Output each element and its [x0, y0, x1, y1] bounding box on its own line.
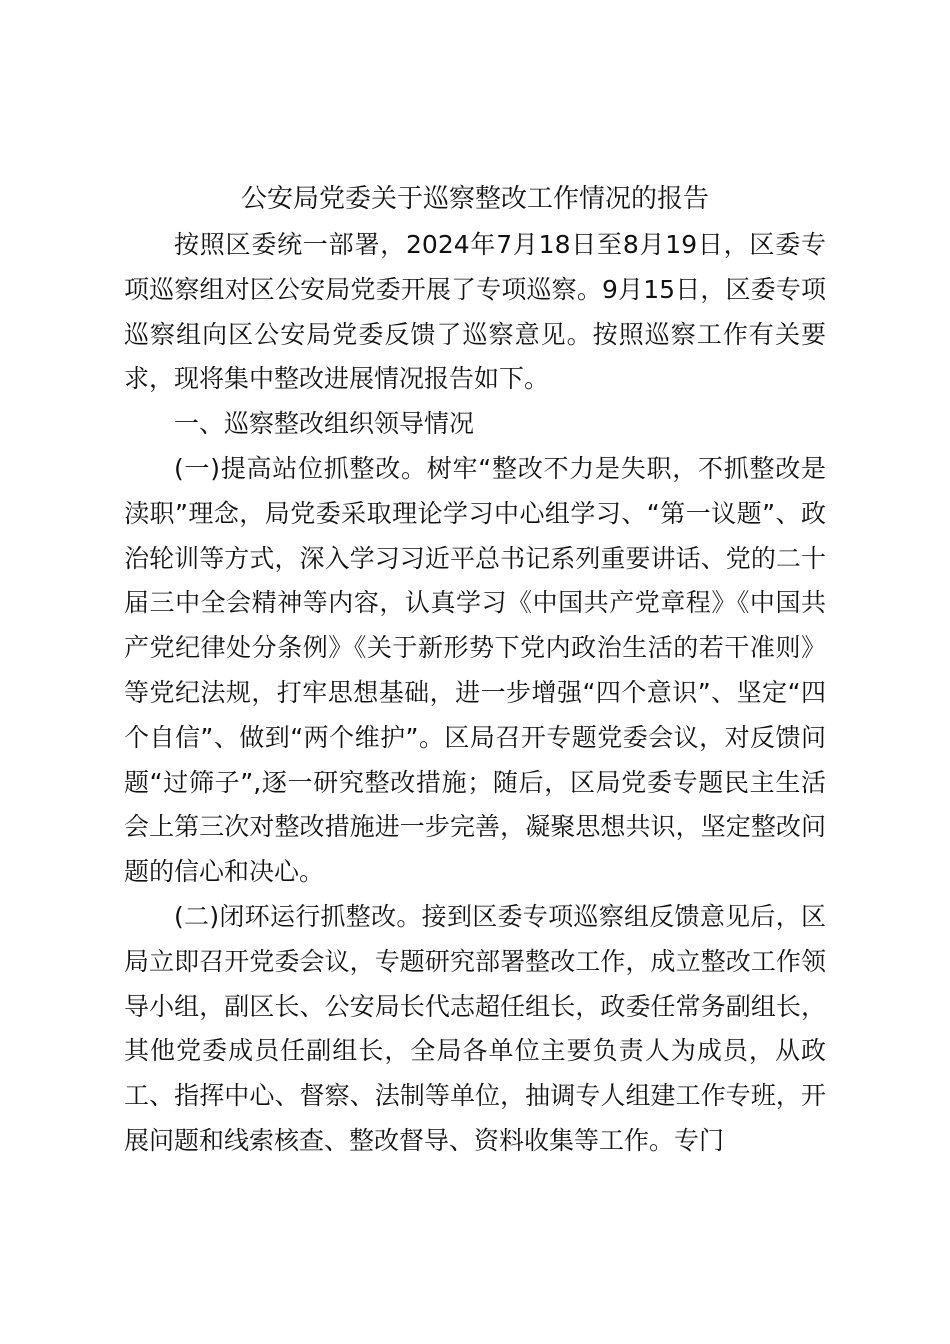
- section-heading-1: 一、巡察整改组织领导情况: [174, 409, 475, 439]
- paragraph-section-1-2: (二)闭环运行抓整改。接到区委专项巡察组反馈意见后，区局立即召开党委会议，专题研究部署整改工作，成立整改工作领导小组，副区长、公安局长代志超任组长，政委任常务副组长，其他党委成员任副组长，全局各单位主要负责人为成员，从政工、指挥中心、督察、法制等单位，抽调专人组建工作专班，开展问题和线索核查、整改督导、资料收集等工作。专门: [124, 901, 826, 1155]
- paragraph-section-1-1: (一)提高站位抓整改。树牢“整改不力是失职，不抓整改是渎职”理念，局党委采取理论学习中心组学习、“第一议题”、政治轮训等方式，深入学习习近平总书记系列重要讲话、党的二十届三中全会精神等内容，认真学习《中国共产党章程》《中国共产党纪律处分条例》《关于新形势下党内政治生活的若干准则》等党纪法规，打牢思想基础，进一步增强“四个意识”、坚定“四个自信”、做到“两个维护”。区局召开专题党委会议，对反馈问题“过筛子”,逐一研究整改措施；随后，区局党委专题民主生活会上第三次对整改措施进一步完善，凝聚思想共识，坚定整改问题的信心和决心。: [124, 453, 826, 887]
- document-body: [124, 175, 826, 1164]
- document-title: 公安局党委关于巡察整改工作情况的报告: [240, 184, 709, 214]
- paragraph-intro: 按照区委统一部署，2024年7月18日至8月19日，区委专项巡察组对区公安局党委开展了专项巡察。9月15日，区委专项巡察组向区公安局党委反馈了巡察意见。按照巡察工作有关要求，现将集中整改进展情况报告如下。: [124, 230, 826, 394]
